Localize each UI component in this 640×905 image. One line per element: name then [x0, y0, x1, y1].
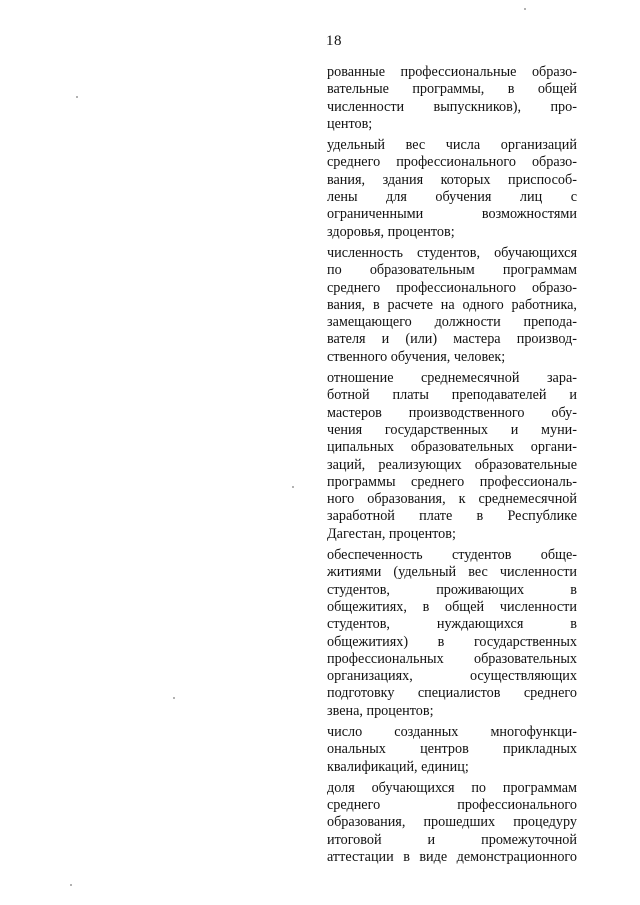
word: для — [386, 189, 407, 206]
word: образо- — [531, 64, 577, 80]
word: квалификаций, единиц; — [327, 758, 469, 775]
word: в — [570, 581, 577, 598]
word: среднего — [327, 279, 381, 296]
word: численность — [327, 244, 404, 261]
text-line — [327, 582, 577, 599]
text-line — [327, 780, 577, 797]
word: прошедших — [423, 814, 496, 831]
word: работника, — [511, 296, 577, 313]
word: промежуточной — [481, 831, 577, 848]
word: в — [437, 633, 445, 650]
word: в — [422, 598, 430, 615]
word: заработной — [327, 508, 395, 525]
word: к — [458, 491, 466, 508]
word: в — [403, 849, 410, 866]
text-line — [327, 99, 577, 116]
page-number: 18 — [326, 33, 342, 49]
word: нуждающихся — [436, 616, 524, 633]
word: численности — [499, 598, 577, 615]
word: житиями — [327, 564, 382, 581]
text-line — [327, 405, 577, 422]
word: организаций — [500, 137, 577, 154]
word: здания — [382, 171, 424, 188]
word: зара- — [546, 370, 577, 387]
text-line — [327, 262, 577, 279]
text-line — [327, 564, 577, 581]
word: образования, — [367, 491, 446, 508]
word: среднего — [523, 685, 577, 702]
word: и — [569, 387, 577, 404]
text-line — [327, 297, 577, 314]
text-line — [327, 314, 577, 331]
word: образовательным — [369, 262, 475, 279]
word: муни- — [541, 421, 577, 438]
word: лиц — [519, 189, 543, 206]
word: вес — [405, 137, 426, 154]
word: возможностями — [481, 206, 577, 223]
word: программам — [502, 262, 577, 279]
word: итоговой — [327, 831, 382, 848]
word: вания, — [327, 296, 366, 313]
paragraph — [327, 724, 577, 776]
word: общей — [445, 598, 485, 615]
word: лены — [327, 189, 358, 206]
word: обучения — [435, 189, 492, 206]
word: среднего — [411, 473, 465, 490]
word: производственного — [408, 404, 525, 421]
word: в — [476, 508, 484, 525]
word: ципальных — [327, 439, 394, 456]
word: образования, — [327, 814, 406, 831]
word: заций, — [327, 456, 366, 473]
text-line — [327, 370, 577, 387]
text-line — [327, 651, 577, 668]
paragraph — [327, 137, 577, 241]
paragraph — [327, 370, 577, 543]
word: организациях, — [327, 668, 413, 685]
word: удельный — [327, 137, 385, 154]
word: государственных — [384, 421, 488, 438]
text-line — [327, 172, 577, 189]
word: про- — [550, 98, 577, 115]
word: профессиональные — [400, 64, 517, 80]
word: созданных — [394, 723, 459, 740]
word: аттестации — [327, 849, 394, 866]
text-line — [327, 280, 577, 297]
word: вес — [468, 564, 488, 581]
word: студентов — [451, 547, 512, 564]
word: вания, — [327, 171, 366, 188]
word: государственных — [473, 633, 577, 650]
word: мастеров — [327, 404, 382, 421]
text-line — [327, 64, 577, 81]
paragraph — [327, 547, 577, 720]
text-line — [327, 814, 577, 831]
word: демонстрационного — [456, 849, 577, 866]
word: реализующих — [378, 456, 462, 473]
word: студентов, — [327, 616, 390, 633]
word: одного — [462, 296, 504, 313]
word: среднемесячной — [420, 370, 520, 387]
word: профессионального — [396, 279, 516, 296]
text-line — [327, 797, 577, 814]
scan-speck — [70, 884, 72, 886]
word: среднемесячной — [478, 491, 577, 508]
word: программы, — [412, 81, 485, 98]
scan-speck — [292, 486, 294, 488]
text-line — [327, 668, 577, 685]
word: должности — [434, 314, 501, 331]
word: чения — [327, 421, 363, 438]
word: и — [510, 421, 519, 438]
word: обу- — [551, 404, 577, 421]
word: образо- — [531, 279, 577, 296]
text-line — [327, 206, 577, 223]
word: рованные — [327, 64, 386, 80]
word: плате — [419, 508, 453, 525]
word: специалистов — [417, 685, 501, 702]
word: многофункци- — [490, 723, 577, 740]
word: профессионального — [457, 797, 577, 814]
text-line — [327, 116, 577, 133]
word: студентов, — [327, 581, 390, 598]
word: Дагестан, процентов; — [327, 525, 456, 542]
word: приспособ- — [508, 171, 577, 188]
word: вательные — [327, 81, 389, 98]
word: обучающихся — [494, 244, 577, 261]
text-line — [327, 685, 577, 702]
word: образовательных — [473, 650, 577, 667]
paragraph — [327, 64, 577, 133]
word: число — [327, 723, 363, 740]
word: мастера — [453, 331, 501, 348]
word: (или) — [405, 331, 438, 348]
word: прикладных — [502, 741, 577, 758]
text-line — [327, 526, 577, 543]
text-line — [327, 703, 577, 720]
text-line — [327, 741, 577, 758]
word: и — [427, 831, 436, 848]
word: численности — [499, 564, 577, 581]
text-line — [327, 422, 577, 439]
word: платы — [392, 387, 429, 404]
word: профессиональных — [327, 650, 444, 667]
text-line — [327, 474, 577, 491]
word: студентов, — [417, 244, 481, 261]
word: общежитиях, — [327, 598, 407, 615]
word: в — [372, 296, 380, 313]
text-line — [327, 491, 577, 508]
word: общежитиях) — [327, 633, 409, 650]
text-line — [327, 547, 577, 564]
text-line — [327, 616, 577, 633]
text-line — [327, 245, 577, 262]
word: отношение — [327, 370, 394, 387]
text-line — [327, 634, 577, 651]
text-line — [327, 457, 577, 474]
text-line — [327, 832, 577, 849]
word: среднего — [327, 797, 381, 814]
text-line — [327, 759, 577, 776]
word: общей — [537, 81, 577, 98]
word: замещающего — [327, 314, 412, 331]
word: здоровья, процентов; — [327, 223, 455, 240]
text-line — [327, 154, 577, 171]
word: по — [327, 262, 342, 279]
word: препода- — [523, 314, 577, 331]
word: осуществляющих — [469, 668, 577, 685]
word: вателя — [327, 331, 366, 348]
word: с — [570, 189, 577, 206]
word: ограниченными — [327, 206, 424, 223]
word: расчете — [387, 296, 433, 313]
paragraph — [327, 780, 577, 866]
word: по — [471, 779, 487, 796]
word: производ- — [516, 331, 577, 348]
text-line — [327, 387, 577, 404]
word: ональных — [327, 741, 386, 758]
word: образовательные — [474, 456, 577, 473]
word: образо- — [531, 154, 577, 171]
text-line — [327, 349, 577, 366]
word: звена, процентов; — [327, 702, 434, 719]
word: образовательных — [410, 439, 514, 456]
word: процедуру — [513, 814, 577, 831]
scan-speck — [173, 697, 175, 699]
word: виде — [419, 849, 448, 866]
word: ного — [327, 491, 355, 508]
word: и — [381, 331, 390, 348]
word: которых — [440, 171, 491, 188]
word: (удельный — [393, 564, 457, 581]
word: Республике — [507, 508, 577, 525]
text-line — [327, 331, 577, 348]
word: числа — [445, 137, 481, 154]
word: центов; — [327, 115, 373, 132]
word: выпускников), — [433, 98, 522, 115]
word: на — [440, 296, 455, 313]
word: преподавателей — [451, 387, 547, 404]
word: доля — [327, 779, 355, 796]
word: среднего — [327, 154, 381, 171]
word: ственного обучения, человек; — [327, 348, 506, 365]
scan-speck — [524, 8, 526, 10]
text-line — [327, 724, 577, 741]
word: ботной — [327, 387, 370, 404]
word: центров — [420, 741, 469, 758]
text-line — [327, 224, 577, 241]
word: профессиональ- — [479, 473, 577, 490]
text-column — [327, 64, 577, 870]
word: в — [570, 616, 577, 633]
text-line — [327, 439, 577, 456]
text-line — [327, 599, 577, 616]
word: обеспеченность — [327, 547, 423, 564]
word: численности — [327, 98, 405, 115]
text-line — [327, 849, 577, 866]
word: программы — [327, 473, 396, 490]
text-line — [327, 137, 577, 154]
text-line — [327, 189, 577, 206]
word: подготовку — [327, 685, 395, 702]
word: программам — [502, 779, 577, 796]
paragraph — [327, 245, 577, 366]
scan-speck — [76, 96, 78, 98]
text-line — [327, 81, 577, 98]
word: обще- — [540, 547, 577, 564]
word: обучающихся — [371, 779, 455, 796]
text-line — [327, 508, 577, 525]
word: в — [507, 81, 515, 98]
word: профессионального — [396, 154, 516, 171]
word: органи- — [530, 439, 577, 456]
word: проживающих — [436, 581, 525, 598]
